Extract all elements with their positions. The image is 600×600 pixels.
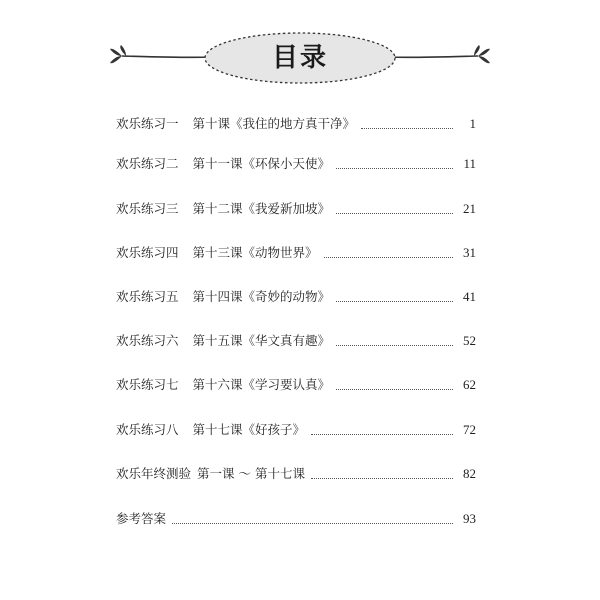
toc-entry[interactable] xyxy=(116,198,476,220)
lesson-label: 第十一课 xyxy=(192,156,243,171)
lesson-title: 《我爱新加坡》 xyxy=(242,201,331,216)
lesson-label: 第十四课 xyxy=(192,289,243,304)
toc-entry[interactable] xyxy=(116,419,476,441)
toc-entry-label xyxy=(116,153,330,175)
lesson-title: 《华文真有趣》 xyxy=(242,333,331,348)
dot-leader xyxy=(311,434,453,435)
toc-entry-label xyxy=(116,198,330,220)
practice-label: 欢乐练习三 xyxy=(116,201,179,216)
dot-leader xyxy=(361,128,453,129)
dot-leader xyxy=(336,389,453,390)
lesson-label: 第十课 xyxy=(192,116,231,131)
practice-label: 欢乐练习七 xyxy=(116,377,179,392)
toc-entry-label xyxy=(116,113,355,135)
dot-leader xyxy=(324,257,453,258)
toc-entry[interactable] xyxy=(116,113,476,135)
toc-entry-label xyxy=(116,463,305,485)
practice-label: 欢乐年终测验 xyxy=(116,466,192,481)
lesson-label: 第十六课 xyxy=(192,377,243,392)
toc-entry-label xyxy=(116,330,330,352)
practice-label: 欢乐练习六 xyxy=(116,333,179,348)
page-number: 1 xyxy=(469,116,476,131)
dot-leader xyxy=(311,478,453,479)
dot-leader xyxy=(336,168,453,169)
practice-label: 欢乐练习八 xyxy=(116,422,179,437)
page-number: 41 xyxy=(463,289,476,304)
toc-entry-label xyxy=(116,242,318,264)
toc-entry[interactable] xyxy=(116,508,476,530)
toc-entry[interactable] xyxy=(116,153,476,175)
dot-leader xyxy=(336,213,453,214)
lesson-label: 第十七课 xyxy=(192,422,243,437)
lesson-title: 《动物世界》 xyxy=(242,245,318,260)
toc-entry[interactable] xyxy=(116,374,476,396)
page-number: 93 xyxy=(463,511,476,526)
toc-entry[interactable] xyxy=(116,286,476,308)
dot-leader xyxy=(172,523,453,524)
practice-label: 欢乐练习五 xyxy=(116,289,179,304)
toc-entry-label xyxy=(116,419,305,441)
lesson-label: 第一课 ～ 第十七课 xyxy=(197,466,305,481)
page-number: 52 xyxy=(463,333,476,348)
page-number: 62 xyxy=(463,377,476,392)
page-number: 72 xyxy=(463,422,476,437)
toc-entry[interactable] xyxy=(116,330,476,352)
toc-entry-label xyxy=(116,286,330,308)
practice-label: 欢乐练习一 xyxy=(116,116,179,131)
toc-entry[interactable] xyxy=(116,463,476,485)
lesson-title: 《学习要认真》 xyxy=(242,377,331,392)
lesson-label: 第十三课 xyxy=(192,245,243,260)
lesson-title: 《奇妙的动物》 xyxy=(242,289,331,304)
lesson-title: 《环保小天使》 xyxy=(242,156,331,171)
toc-entry-label xyxy=(116,508,166,530)
practice-label: 欢乐练习四 xyxy=(116,245,179,260)
practice-label: 参考答案 xyxy=(116,511,167,526)
lesson-label: 第十二课 xyxy=(192,201,243,216)
dot-leader xyxy=(336,301,453,302)
page-number: 31 xyxy=(463,245,476,260)
page-number: 11 xyxy=(463,156,476,171)
page-number: 82 xyxy=(463,466,476,481)
toc-entry-label xyxy=(116,374,330,396)
practice-label: 欢乐练习二 xyxy=(116,156,179,171)
lesson-title: 《我住的地方真干净》 xyxy=(230,116,356,131)
dot-leader xyxy=(336,345,453,346)
page-number: 21 xyxy=(463,201,476,216)
lesson-title: 《好孩子》 xyxy=(242,422,306,437)
page-title: 目录 xyxy=(271,43,328,73)
toc-entry[interactable] xyxy=(116,242,476,264)
lesson-label: 第十五课 xyxy=(192,333,243,348)
